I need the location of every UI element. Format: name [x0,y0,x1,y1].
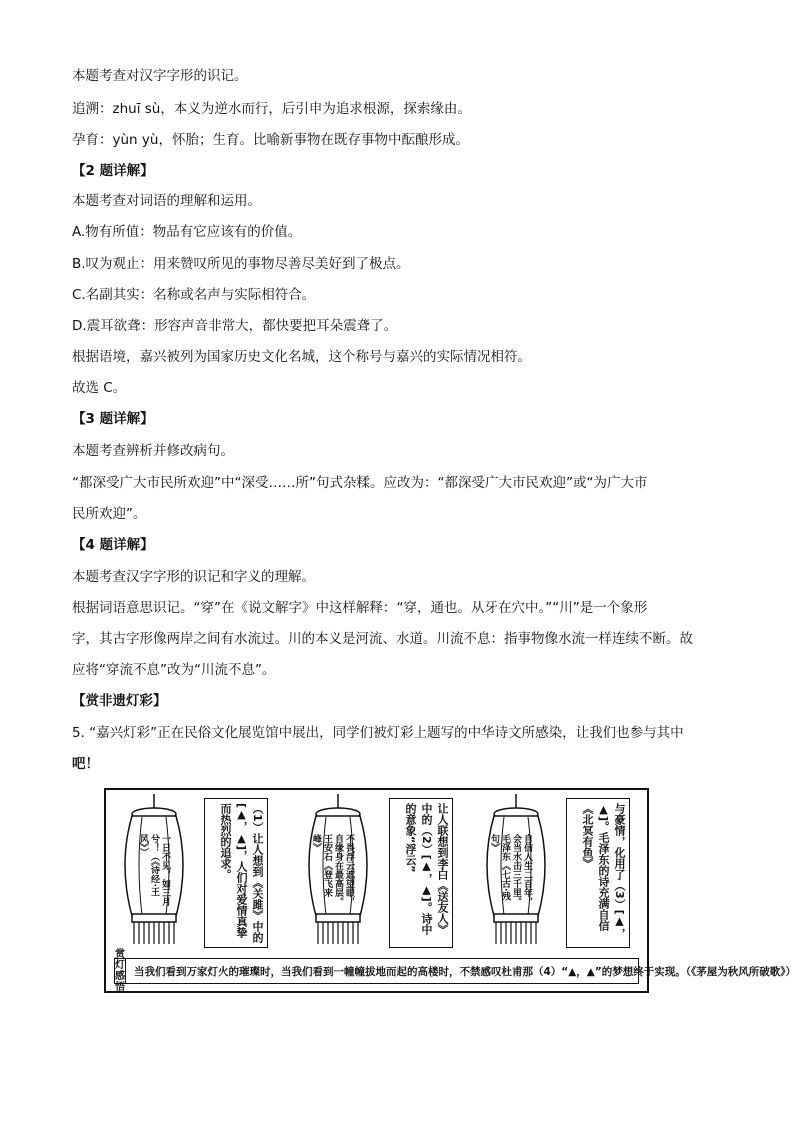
question-line: 吧！ [72,756,99,772]
section-heading: 【2 题详解】 [72,163,154,179]
text-line: C.名副其实：名称或名声与实际相符合。 [72,287,316,303]
section-heading: 【4 题详解】 [72,537,154,553]
text-line: D.震耳欲聋：形容声音非常大，都快要把耳朵震聋了。 [72,318,398,334]
text-line: 本题考查汉字字形的识记和字义的理解。 [72,569,315,585]
text-line: 故选 C。 [72,380,127,396]
question-box-1: （1）让人想到《关雎》中的[▲，▲]，人们对爱情真挚而热烈的追求。 [204,798,268,948]
lantern-1-text: 一日不见，如三月兮！（《诗经·王风》） [138,834,170,906]
lantern-figure [104,788,796,993]
caption-text: 当我们看到万家灯火的璀璨时，当我们看到一幢幢拔地而起的高楼时，不禁感叹杜甫那（4）“▲，▲”的梦想终于实现。（《茅屋为秋风所破歌》） [134,965,796,978]
caption-label: 赏灯感悟 [115,949,125,993]
section-heading: 【赏非遗灯彩】 [72,693,167,709]
text-line: A.物有所值：物品有它应该有的价值。 [72,224,302,240]
section-heading: 【3 题详解】 [72,411,154,427]
lantern-3-text: 自信人生二百年，会当水击三千里。毛泽东《七古·残句》 [489,834,532,906]
question-line: 5. “嘉兴灯彩”正在民俗文化展览馆中展出，同学们被灯彩上题写的中华诗文所感染，让我们也参与其中 [72,725,684,741]
text-line: 孕育：yùn yù，怀胎；生育。比喻新事物在既存事物中酝酿形成。 [72,132,469,148]
text-line: 应将“穿流不息”改为“川流不息”。 [72,662,276,678]
text-line: 字，其古字形像两岸之间有水流过。川的本义是河流、水道。川流不息：指事物像水流一样连续不断。故 [72,631,693,647]
text-line: 追溯：zhuī sù，本义为逆水而行，后引申为追求根源，探索缘由。 [72,101,471,117]
question-box-2: 让人联想到李白《送友人》中的（2）[▲，▲]。诗中的意象“浮云” [389,798,453,948]
text-line: 根据语境，嘉兴被列为国家历史文化名城，这个称号与嘉兴的实际情况相符。 [72,349,531,365]
text-line: 本题考查对汉字字形的识记。 [72,68,248,84]
text-line: 本题考查辨析并修改病句。 [72,443,234,459]
text-line: B.叹为观止：用来赞叹所见的事物尽善尽美好到了极点。 [72,256,410,272]
lantern-2-text: 不畏浮云遮望眼，自缘身在最高层。王安石《登飞来峰》 [311,834,354,906]
figure-caption [114,949,796,993]
text-line: 根据词语意思识记。“穿”在《说文解字》中这样解释：“穿，通也。从牙在穴中。”“川”是一个象形 [72,600,648,616]
question-box-3: 与豪情，化用了（3）[▲，▲]。毛泽东的诗充满自信《北冥有鱼》 [566,798,630,948]
text-line: “都深受广大市民所欢迎”中“深受……所”句式杂糅。应改为：“都深受广大市民欢迎”或“为广大市 [72,475,648,491]
text-line: 民所欢迎”。 [72,506,147,522]
text-line: 本题考查对词语的理解和运用。 [72,193,261,209]
